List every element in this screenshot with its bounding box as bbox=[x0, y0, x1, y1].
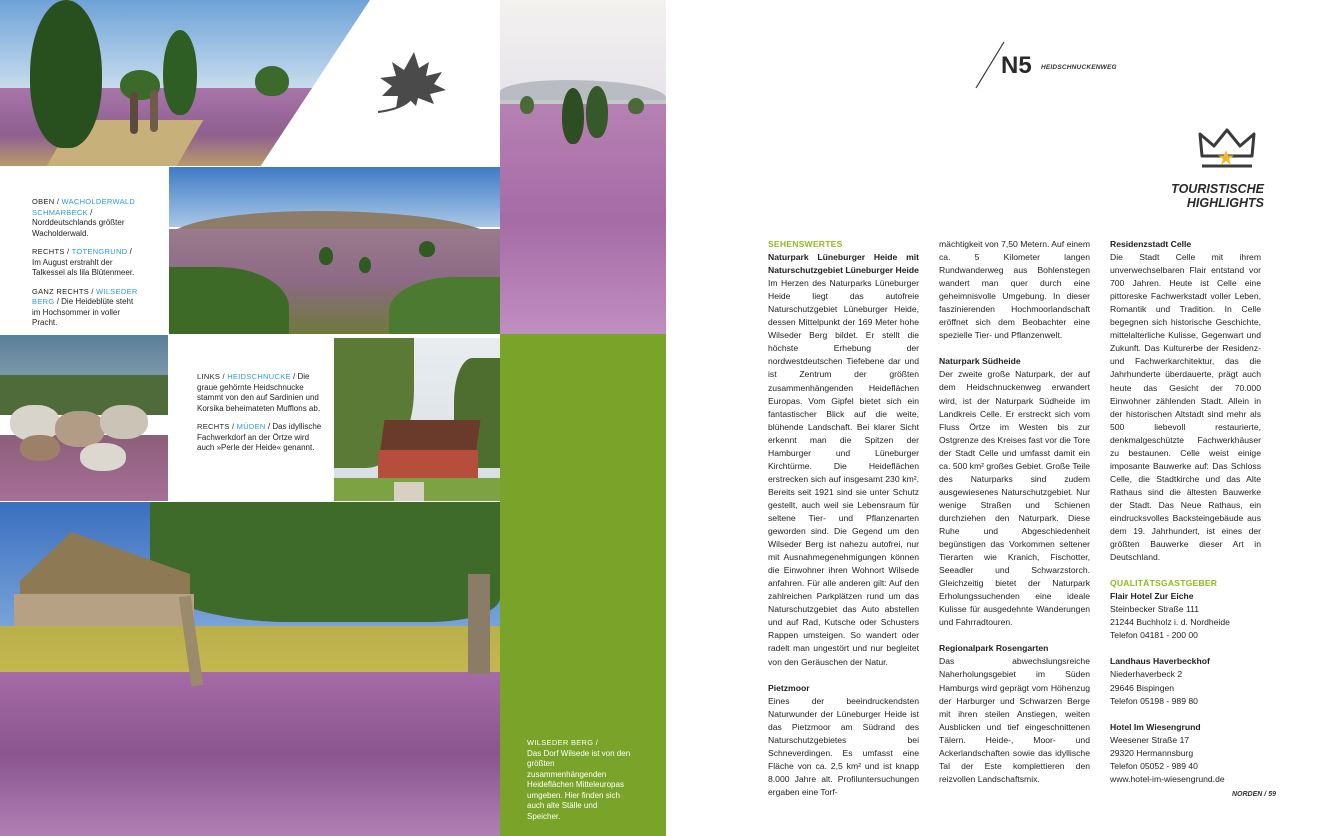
route-name: HEIDSCHNUCKENWEG bbox=[1041, 64, 1117, 71]
maple-leaf-icon bbox=[374, 50, 450, 116]
paragraph: Eines der beeindruckendsten Naturwunder der Lüneburger Heide ist das Pietzmoor am Südrand des Naturschutzgebietes bei Schneverdingen. Es umfasst eine Fläche von ca. 2,5 km² und ist knapp 8.000 Jahre alt. Profiluntersuchungen ergaben eine Torf- bbox=[768, 695, 919, 797]
footer-section-label: NORDEN / bbox=[1232, 791, 1267, 798]
page-number: 59 bbox=[1268, 791, 1276, 798]
item-heading: Hotel Im Wiesengrund bbox=[1110, 721, 1201, 732]
item-heading: Regionalpark Rosengarten bbox=[939, 643, 1049, 654]
paragraph: Das abwechslungsreiche Naherholungsgebiet im Süden Hamburgs wird geprägt vom Höhenzug der Harburger und Schwarzen Berge mit ihren steilen Anstiegen, weiten Ausblicken und tief eingeschnittenen Tälern. Heide-, Moor- und Ackerlandschaften sowie das idyllische Tal der Este komplettieren den reizvollen Landschaftsmix. bbox=[939, 656, 1090, 784]
caption-mueden: RECHTS / MÜDEN / Das idyllische Fachwerkdorf an der Örtze wird auch »Perle der Heide« genannt. bbox=[197, 422, 322, 452]
star-icon bbox=[1218, 150, 1234, 165]
photo-wilseder-berg-heath bbox=[500, 0, 666, 334]
paragraph: Niederhaverbeck 2 bbox=[1110, 669, 1183, 680]
photo-heidschnucke bbox=[0, 335, 168, 501]
paragraph: Der zweite große Naturpark, der auf dem Heidschnuckenweg erwandert wird, ist der Naturpark Südheide im Landkreis Celle. Er erstreckt sich vom Fluss Örtze im Westen bis zur Ostgrenze des Kreises fast vor die Tore der Stadt Celle und umfasst damit ein ca. 500 km² großes Gebiet. Große Teile des Naturparks sind zudem ausgewiesenes Naturschutzgebiet. Nur wenige Straßen und Schienen durchziehen den Naturpark. Diese Ruhe und Abgeschiedenheit begünstigen das Vorkommen seltener Tierarten wie Kranich, Fischotter, Seeadler und Schwarzstorch. Gleichzeitig bietet der Naturpark Erholungssuchenden eine ideale Kulisse für ausgedehnte Wanderungen und Fahrradtouren. bbox=[939, 369, 1090, 628]
photo-wilseder-berg-barn bbox=[0, 502, 500, 836]
paragraph: www.hotel-im-wiesengrund.de bbox=[1110, 773, 1225, 784]
paragraph: Steinbecker Straße 111 bbox=[1110, 604, 1200, 615]
paragraph: 21244 Buchholz i. d. Nordheide bbox=[1110, 617, 1230, 628]
caption-totengrund: RECHTS / TOTENGRUND / Im August erstrahlt der Talkessel als lila Blütenmeer. bbox=[32, 247, 135, 277]
paragraph: Weesener Straße 17 bbox=[1110, 734, 1190, 745]
paragraph: 29646 Bispingen bbox=[1110, 682, 1175, 693]
item-heading: Pietzmoor bbox=[768, 682, 810, 693]
caption-wilseder-berg: GANZ RECHTS / WILSEDER BERG / Die Heideblüte steht im Hochsommer in voller Pracht. bbox=[32, 286, 138, 327]
spacer bbox=[1110, 642, 1261, 655]
text-column-2 bbox=[939, 238, 1090, 786]
photo-mueden bbox=[334, 338, 500, 501]
caption-wilseder-berg-barn: WILSEDER BERG / Das Dorf Wilsede ist von den größten zusammenhängenden Heideflächen Mitteleuropas umgeben. Hier finden sich auch alte Ställe und Speicher. bbox=[527, 738, 631, 821]
spacer bbox=[1110, 564, 1261, 577]
caption-heidschnucke: LINKS / HEIDSCHNUCKE / Die graue gehörnte Heidschnucke stammt von den auf Sardinien und Korsika beheimateten Mufflons ab. bbox=[197, 372, 321, 413]
text-column-1 bbox=[768, 238, 919, 799]
caption-block-middle bbox=[197, 372, 325, 454]
paragraph: Telefon 05198 - 989 80 bbox=[1110, 695, 1198, 706]
item-heading: Flair Hotel Zur Eiche bbox=[1110, 591, 1194, 602]
item-heading: Landhaus Haverbeckhof bbox=[1110, 656, 1210, 667]
spacer bbox=[939, 629, 1090, 642]
photo-totengrund bbox=[169, 167, 500, 334]
paragraph: Die Stadt Celle mit ihrem unverwechselbaren Flair entstand vor 700 Jahren. Heute ist Celle eine pittoreske Fachwerkstadt voller Leben, Romantik und Tradition. In Celle begegnen sich historische Geschichte, mittelalterliche Kulisse, Gegenwart und Zukunft. Das Kulturerbe der Residenz- und Fachwerkarchitektur, das die Jahrhunderte überdauerte, prägt auch heute das Gesicht der 70.000 Einwohner zählenden Stadt. Allein in der historischen Altstadt sind mehr als 500 liebevoll restaurierte, denkmalgeschützte Fachwerkhäuser zu bestaunen. Celle weist einige imposante Bauwerke auf: Das Schloss Celle, die Stadtkirche und das Alte Rathaus sind die ältesten Bauwerke der Stadt. Das Neue Rathaus, ein eindrucksvolles Backsteingebäude aus dem 19. Jahrhundert, ist eines der größten Bauwerke dieser Art in Deutschland. bbox=[1110, 252, 1261, 563]
caption-wacholderwald: OBEN / WACHOLDERWALD SCHMARBECK / Norddeutschlands größter Wacholderwald. bbox=[32, 197, 136, 238]
paragraph: Telefon 04181 - 200 00 bbox=[1110, 630, 1198, 641]
paragraph: mächtigkeit von 7,50 Metern. Auf einem ca. 5 Kilometer langen Rundwanderweg aus Bohlenstegen wandert man quer durch eine geheimnisvolle Umgebung. In dieser faszinierenden Hochmoorlandschaft eröffnet sich dem Beobachter eine spezielle Tier- und Pflanzenwelt. bbox=[939, 239, 1090, 341]
section-heading: QUALITÄTSGASTGEBER bbox=[1110, 578, 1218, 589]
paragraph: Telefon 05052 - 989 40 bbox=[1110, 760, 1198, 771]
page-footer bbox=[1232, 791, 1276, 798]
item-heading: Naturpark Lüneburger Heide mit Naturschutzgebiet Lüneburger Heide bbox=[768, 252, 919, 276]
paragraph: Im Herzen des Naturparks Lüneburger Heide liegt das autofreie Naturschutzgebiet Lüneburger Heide, dessen Mittelpunkt der 169 Meter hohe Wilseder Berg bildet. Er stellt die höchste Erhebung der nordwestdeutschen Tiefebene dar und ist Zentrum der größten zusammenhängenden Heideflächen Europas. Vom Gipfel bietet sich ein fantastischer Blick auf die weite, blühende Landschaft. Bei klarer Sicht erkennt man die Spitzen der Hamburger und Lüneburger Kirchtürme. Die Heideflächen erstrecken sich auf insgesamt 230 km². Bereits seit 1921 sind sie unter Schutz gestellt, auch weil sie Lebensraum für seltene Tier- und Pflanzenarten geworden sind. Die Gegend um den Wilseder Berg ist nahezu autofrei, nur mit Ausnahmegenehmigungen können die Einwohner ihren Wohnort Wilsede anfahren. Für alle anderen gilt: Auf den zahlreichen Parkplätzen rund um das Naturschutzgebiet das Auto abstellen und auf Rad, Kutsche oder Schusters Rappen umsteigen. So wandert oder radelt man ungestört und nur begleitet von den Geräuschen der Natur. bbox=[768, 278, 919, 667]
item-heading: Residenzstadt Celle bbox=[1110, 239, 1192, 249]
spacer bbox=[1110, 708, 1261, 721]
item-heading: Naturpark Südheide bbox=[939, 356, 1021, 367]
section-heading: SEHENSWERTES bbox=[768, 239, 843, 249]
spacer bbox=[768, 669, 919, 682]
caption-block-top bbox=[32, 197, 140, 329]
text-column-3 bbox=[1110, 238, 1261, 786]
route-code: N5 bbox=[1001, 52, 1032, 79]
highlights-title: TOURISTISCHE HIGHLIGHTS bbox=[1171, 182, 1264, 210]
paragraph: 29320 Hermannsburg bbox=[1110, 747, 1194, 758]
spacer bbox=[939, 342, 1090, 355]
